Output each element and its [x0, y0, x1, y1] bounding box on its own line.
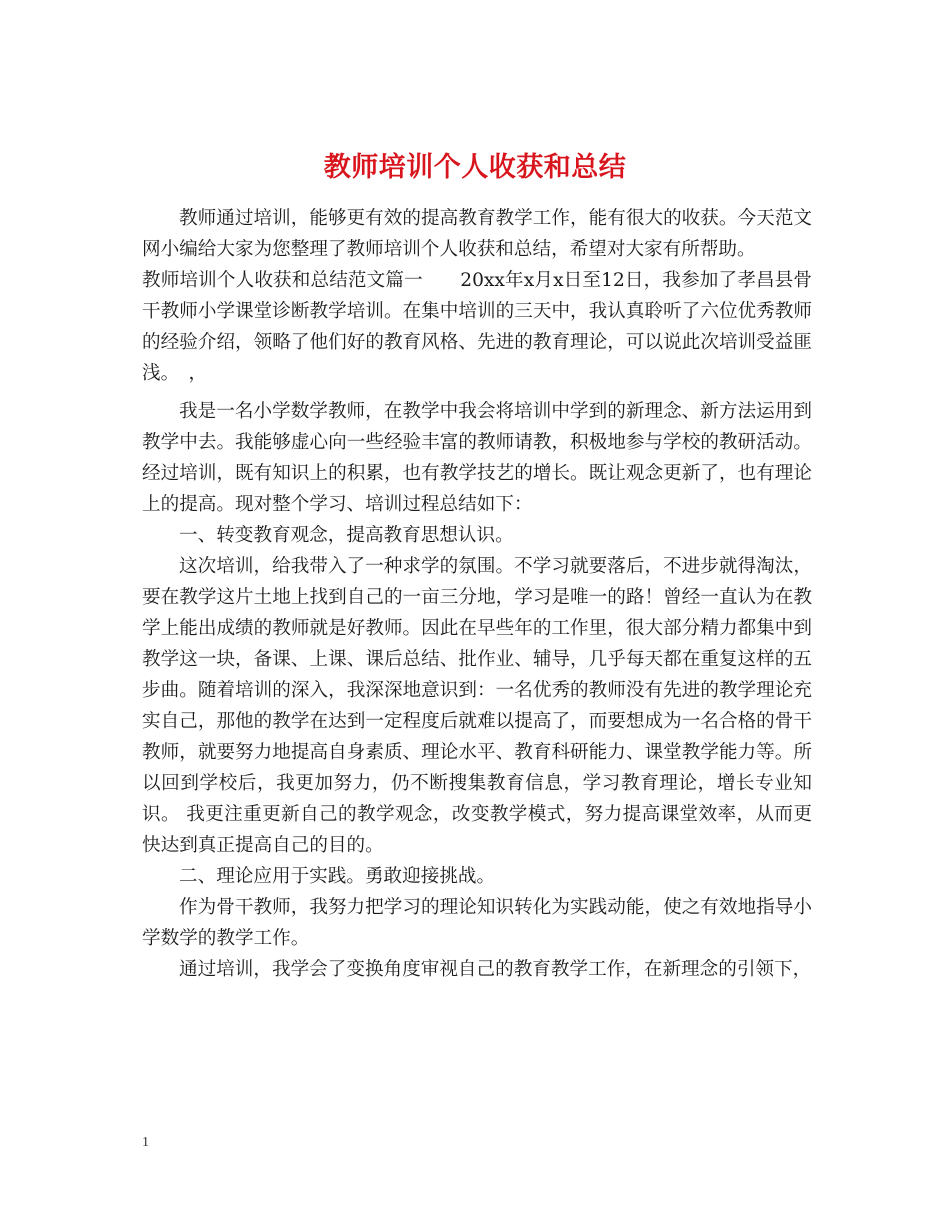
section-heading-two: 二、理论应用于实践。勇敢迎接挑战。 — [179, 866, 496, 887]
sample-one-paragraph: 教师培训个人收获和总结范文篇一 20xx年x月x日至12日，我参加了孝昌县骨干教师小学课堂诊断教学培训。在集中培训的三天中，我认真聆听了六位优秀教师的经验介绍，领略了他们好的教育风格、先进的教育理论，可以说此次培训受益匪浅。 ， — [142, 270, 812, 384]
body-paragraph: 我是一名小学数学教师，在教学中我会将培训中学到的新理念、新方法运用到教学中去。我能够虚心向一些经验丰富的教师请教，积极地参与学校的教研活动。经过培训，既有知识上的积累，也有教学技艺的增长。既让观念更新了，也有理论上的提高。现对整个学习、培训过程总结如下： — [142, 401, 812, 515]
document-title: 教师培训个人收获和总结 — [323, 152, 627, 184]
section-heading-one: 一、转变教育观念，提高教育思想认识。 — [179, 525, 514, 546]
page-number: 1 — [142, 1135, 149, 1150]
intro-paragraph: 教师通过培训，能够更有效的提高教育教学工作，能有很大的收获。今天范文网小编给大家为您整理了教师培训个人收获和总结，希望对大家有所帮助。 — [142, 208, 812, 260]
document-body — [142, 203, 812, 985]
body-paragraph: 这次培训，给我带入了一种求学的氛围。不学习就要落后，不进步就得淘汰，要在教学这片土地上找到自己的一亩三分地，学习是唯一的路！曾经一直认为在教学上能出成绩的教师就是好教师。因此在早些年的工作里，很大部分精力都集中到教学这一块，备课、上课、课后总结、批作业、辅导，几乎每天都在重复这样的五步曲。随着培训的深入，我深深地意识到：一名优秀的教师没有先进的教学理论充实自己，那他的教学在达到一定程度后就难以提高了，而要想成为一名合格的骨干教师，就要努力地提高自身素质、理论水平、教育科研能力、课堂教学能力等。所以回到学校后，我更加努力，仍不断搜集教育信息，学习教育理论，增长专业知识。 我更注重更新自己的教学观念，改变教学模式，努力提高课堂效率，从而更快达到真正提高自己的目的。 — [142, 556, 812, 856]
body-paragraph: 通过培训，我学会了变换角度审视自己的教育教学工作，在新理念的引领下， — [179, 959, 812, 980]
body-paragraph: 作为骨干教师，我努力把学习的理论知识转化为实践动能，使之有效地指导小学数学的教学工作。 — [142, 897, 812, 949]
